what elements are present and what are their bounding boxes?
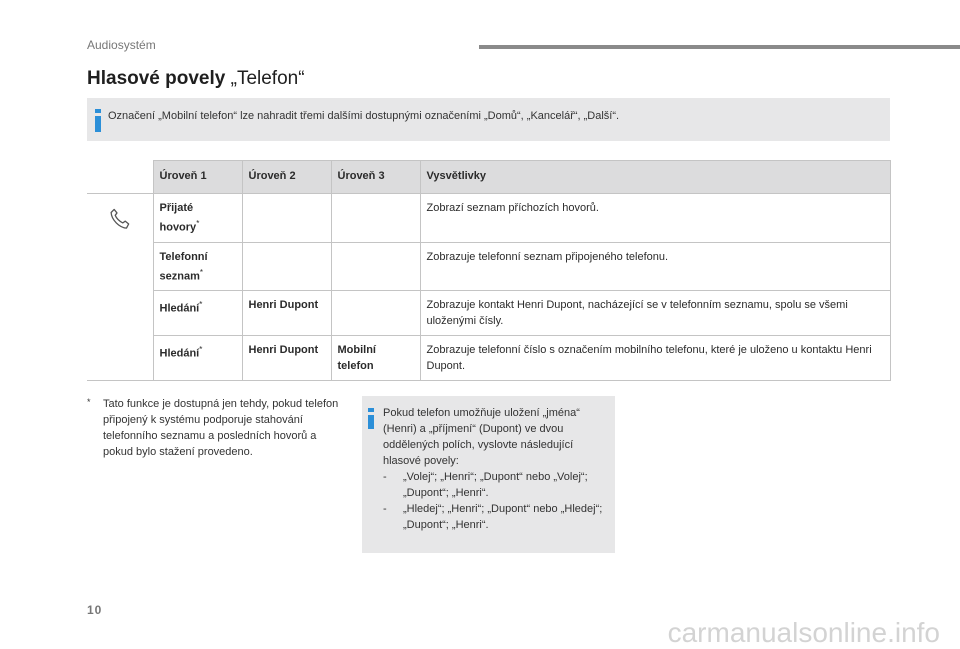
section-header: Audiosystém [87, 38, 156, 52]
table-header-level1: Úroveň 1 [153, 161, 242, 194]
footnote-mark: * [87, 397, 91, 407]
cell-level3 [331, 194, 420, 243]
table-header-description: Vysvětlivky [420, 161, 891, 194]
cell-level3: Mobilní telefon [331, 336, 420, 381]
cell-level2 [242, 242, 331, 291]
tip-text: Pokud telefon umožňuje uložení „jména“ (Henri) a „příjmení“ (Dupont) ve dvou oddělených polích, vyslovte následující hlasové povely: [383, 407, 580, 467]
footnote-text: Tato funkce je dostupná jen tehdy, pokud telefon připojený k systému podporuje stahování telefonního seznamu a posledních hovorů a pokud bylo stažení provedeno. [103, 398, 339, 458]
cell-level1: Telefonní seznam* [153, 242, 242, 291]
voice-command-table [87, 160, 891, 381]
table-row [87, 336, 891, 381]
page-title-quoted: „Telefon“ [230, 68, 305, 89]
cell-level1: Hledání* [153, 336, 242, 381]
table-row [87, 291, 891, 336]
tip-content [383, 405, 608, 533]
info-note-box [87, 98, 890, 141]
table-row [87, 194, 891, 243]
phone-icon-cell [87, 194, 153, 381]
cell-level2: Henri Dupont [242, 291, 331, 336]
table-row [87, 242, 891, 291]
table-header-row [87, 161, 891, 194]
info-icon [368, 408, 374, 429]
table-header-blank [87, 161, 153, 194]
cell-description: Zobrazuje telefonní číslo s označením mobilního telefonu, které je uloženo u kontaktu Henri Dupont. [420, 336, 891, 381]
cell-level2: Henri Dupont [242, 336, 331, 381]
cell-description: Zobrazí seznam příchozích hovorů. [420, 194, 891, 243]
cell-level1: Hledání* [153, 291, 242, 336]
page-title [87, 68, 305, 90]
cell-description: Zobrazuje kontakt Henri Dupont, nacházející se v telefonním seznamu, spolu se všemi uloženými čísly. [420, 291, 891, 336]
watermark: carmanualsonline.info [667, 617, 940, 648]
phone-handset-icon [107, 223, 133, 235]
info-icon [95, 109, 101, 132]
footnote [87, 396, 347, 460]
cell-level2 [242, 194, 331, 243]
table-header-level2: Úroveň 2 [242, 161, 331, 194]
tip-list-item: - „Volej“; „Henri“; „Dupont“ nebo „Volej“; „Dupont“; „Henri“. [383, 471, 588, 499]
header-bar [479, 45, 960, 49]
info-note-text: Označení „Mobilní telefon“ lze nahradit třemi dalšími dostupnými označeními „Domů“, „Kancelář“, „Další“. [108, 110, 620, 122]
cell-level1: Přijaté hovory* [153, 194, 242, 243]
page-number: 10 [87, 603, 103, 617]
tip-box [362, 396, 615, 553]
table-header-level3: Úroveň 3 [331, 161, 420, 194]
cell-level3 [331, 242, 420, 291]
cell-level3 [331, 291, 420, 336]
cell-description: Zobrazuje telefonní seznam připojeného telefonu. [420, 242, 891, 291]
page-title-text: Hlasové povely [87, 68, 231, 89]
tip-list-item: - „Hledej“; „Henri“; „Dupont“ nebo „Hledej“; „Dupont“; „Henri“. [383, 503, 603, 531]
